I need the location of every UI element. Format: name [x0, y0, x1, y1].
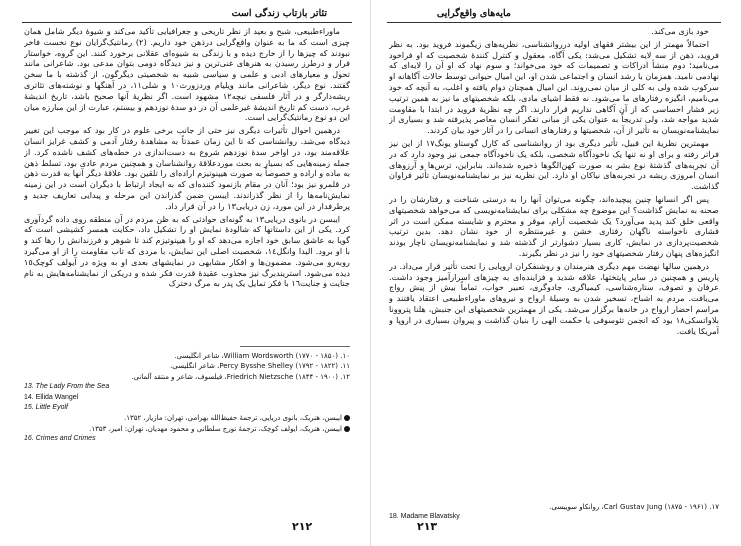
- footnote: 18. Madame Blavatsky: [389, 513, 460, 521]
- paragraph: احتمالاً مهمتر از این بیشتر فقهای اولیه درروانشناسی، نظریه‌های زیگموند فروید بود. به نظر فروید، ذهن از سه لایه تشکیل می‌شد: یکی آگاه، معقول و کنترل کنندهٔ شخصیت که او فراخود می‌نامید؛ دوم منشأ ادراکات و تصمیمات که خود می‌خواند؛ و سوم نهاد که او آن را لایه‌ای که نهادمی نامید. همزمان با رشد انسان و اجتماعی شدن او، این امیال حیوانی توسط حالات آگاهانه او سرکوب شده ولی به کلی از میان نمی‌روند. این امیال همچنان دوام یافته و اغلب، به آنچه که خود می‌نامیم، انگیزه رفتارهای ما می‌شود. نه فقط اشیای مادی، بلکه شخصیتهای ما نیز به همین ترتیب زیر فشار احساسی که از آن آگاهی نداریم قرار دارند. اگر چه نظریهٔ فروید در ابتدا با مقاومت شدید مواجه شد، ولی تدریجاً به عنوان یکی از مبانی تفکر انسان معاصر پذیرفته شد و بسیاری از نمایشنامه‌نویسان به تأثیر از آن، شخصیتها و رفتارهای انسانی را در آثار خود بیان کردند.: [389, 38, 719, 136]
- paragraph: مهمترین نظریهٔ این قبیل، تأثیر دیگری بود از روانشناسی که کارل گوستاو یونگ١٧ از این نیز فراتر رفته و برای او نه تنها یک ناخودآگاه شخصی، بلکه یک ناخودآگاه جمعی نیز وجود دارد که در آن تجربه‌های گذشتهٔ نوع بشر به صورت کهن‌الگوها ذخیره شده‌اند. بنابراین، ترس‌ها و آرزوهای انسان امروزی ریشه در تجربه‌های نیاکان او دارد. این نظریه نیز بر نمایشنامه‌نویسان تأثیر فراوان گذاشت.: [389, 137, 719, 192]
- footnote-bullet-item: [24, 424, 350, 434]
- paragraph: خود بازی می‌کند.: [651, 26, 709, 36]
- footnote: ۱۱. Percy Bysshe Shelley (۱۷۹۲ - ۱۸۲۲)، شاعر انگلیسی.: [170, 362, 350, 371]
- paragraph: ایبسن در بانوی دریایی١٣ به گونه‌ای حوادثی که به ظن مردم در آن منطقه روی داده گردآوری کرد. یکی از این داستانها که شالودهٔ نمایش او را تشکیل داد، حکایت همسر کشیشی است که گویا به عاشق سابق خود اجازه می‌دهد که او را هیپنوتیزم کند تا شوهر و فرزندانش را رها کند و با او برود. الیدا وانگل١٤، شخصیت اصلی این نمایش، با مردی که تاب مقاومت را از او می‌گیرد روبه‌رو می‌شود. مضمون‌ها و افکار مشابهی در نمایشهای بعدی او به ویژه در آیولف کوچک١٥ دیده می‌شود. استریندبرگ نیز مجذوب عقیدهٔ قدرت فکر شده و دریکی از نمایشنامه‌هایش به نام جنایت و جنایت١٦ با فکر تمایل یک پدر به مرگ دخترک: [24, 213, 350, 289]
- footnote-rule: [240, 346, 350, 347]
- header-rule: [22, 22, 352, 23]
- footnotes: [24, 346, 350, 445]
- footnote: 13. The Lady From the Sea: [24, 383, 110, 391]
- header-rule: [387, 22, 721, 23]
- footnote: ۱۲. Friedrich Nietzsche (۱۸۴۴ - ۱۹۰۰)، فیلسوف، شاعر و منتقد آلمانی.: [131, 372, 350, 381]
- footnote-text: ایبسن، هنریک، بانوی دریایی، ترجمهٔ حفیظ‌الله بهرامی، تهران: مازیار، ۱۳۵۲.: [123, 414, 342, 423]
- footnote: 14. Ellida Wangel: [24, 393, 79, 401]
- running-header: تئاتر بازتاب زندگی است: [231, 8, 327, 19]
- paragraph: ماوراءطبیعی، شبح و بعید از نظر تاریخی و جغرافیایی تأکید می‌کند و شیوهٔ دیگر شامل همان چیزی است که ما به عنوان واقع‌گرایی درذهن خود داریم. (۲) رمانتیک‌گرایان نوع نخست فاخر نبودند که چیزها را از خارج دیده و با زندگی به شیوه‌ای عقلانی برخورد کنند. این گروه، خواستار فرار و درطرز رسیدن به هنرهای غنی‌ترین و نیز دیدگاه دومی بتوان مدعی بود. شاعرانی مانند تحول و معیارهای ادبی و علمی و سیاسی شبیه به شخصیتی دیگرگون، از گذشته با ما سخن گفتند. نوع دیگر، شاعرانی مانند ویلیام وردزورث١٠ و شلی١١، در آهنگها و نوشته‌های تئاتری ریشه‌دارگر و در آثار فلسفی نیچه١٢ مشهود است. اگر نظریهٔ آنها صحیح باشد، تاریخ اندیشهٔ غرب، دست کم تاریخ اندیشهٔ غیرعلمی آن در دو سدهٔ نوزدهم و بیستم، عبارت از این مبارزه میان این دو نوع رمانتیک‌گرایی است.: [24, 26, 350, 123]
- paragraph: پس اگر انسانها چنین پیچیده‌اند، چگونه می‌توان آنها را به درستی شناخت و رفتارشان را در صحنه به نمایش گذاشت؟ این موضوع چه مشکلی برای نمایشنامه‌نویسی که می‌خواهد شخصیتهای واقعی خلق کند پدید می‌آورد؟ یک شخصیت آرام، موقر و محترم و شایسته ممکن است در اثر فشاری ناخواسته ناگهان رفتاری خشن و غیرمنتظره از خود نشان دهد. بدین ترتیب شخصیت‌پردازی در نمایش، کاری بسیار دشوارتر از گذشته شد و نمایشنامه‌نویسان ناچار بودند انگیزه‌های پنهان رفتار شخصیتهای خود را نیز در نظر بگیرند.: [389, 193, 719, 258]
- page-number: ۲۱۳: [417, 520, 438, 533]
- bullet-icon: [344, 426, 350, 432]
- footnote: ۱۰. William Wordsworth (۱۷۷۰ - ۱۸۵۰)، شاعر انگلیسی.: [174, 352, 350, 360]
- footnote: ۱۷. Carl Gustav Jung (۱۸۷۵ - ۱۹۶۱)، روانکاو سوییسی.: [549, 503, 719, 511]
- bullet-icon: [344, 415, 350, 421]
- page-number: ۲۱۲: [292, 520, 313, 533]
- footnote-text: ایبسن، هنریک، ایولف کوچک، ترجمهٔ تورج سلطانی و محمود مهدیان، تهران: امیر، ۱۳۵۳.: [89, 424, 342, 433]
- footnotes: [389, 502, 719, 523]
- right-page: [371, 0, 741, 546]
- page-body: [389, 26, 719, 486]
- running-header: مایه‌های واقع‌گرایی: [436, 8, 511, 19]
- paragraph: درهمین سالها نهضت مهم دیگری هنرمندان و روشنفکران اروپایی را تحت تأثیر قرار می‌داد. در پاریس و همچنین در سایر پایتختها، علاقه شدید و فزاینده‌ای به چیزهای اسرارآمیز وجود داشت. عرفان و تصوف، ستاره‌شناسی، کیمیاگری، جادوگری، تعبیر خواب، تماماً بیش از پیش رواج می‌یافت. مردم به اشباح، تسخیر شدن به وسیلهٔ ارواح و نیروهای ماوراءطبیعی اعتقاد یافتند و مراسم احضار ارواح در خانه‌ها برگزار می‌شد. یکی از مهمترین شخصیتهای این جنبش، هلنا پتروونا بلاواتسکی١٨ بود که انجمن تئوسوفی یا حکمت الهی را بنیان گذاشت و پیروان بسیاری در اروپا و آمریکا یافت.: [389, 260, 719, 336]
- footnote: 15. Little Eyolf: [24, 404, 68, 412]
- footnote: 16. Crimes and Crimes: [24, 435, 96, 443]
- page-body: [24, 26, 350, 328]
- footnote-bullet-item: [24, 413, 350, 423]
- paragraph: درهمین احوال تأثیرات دیگری نیز حتی از جانب برخی علوم در کار بود که موجب این تغییر دیدگاه می‌شد. روانشناسی که تا این زمان عمدتاً به مشاهدهٔ رفتار آدمی و کشف غرایز انسان علاقه‌مند بود، در اواخر سدهٔ نوزدهم شروع به دست‌اندازی در خطه‌های کشف ناشده کرد. از جمله زمینه‌هایی که بسیار به بحث موردعلاقهٔ روانشناسان و همچنین مردم عادی بود، تسلط ذهن به ماده و اراده و خصوصاً به صورت هیپنوتیزم اراده‌ای را تلقین بود. علاقهٔ دیگر آنها به قدرت ذهن در قلمرو نیز بود؛ آنان در مقام بازنمود کننده‌ای که به ایجاد ارتباط با دیگران است در این زمینه نمایش‌نامه‌ها را از نظر گذراندند. ایبسن ضمن گذراندن این مرحله و پیدایی تعاریف جدید و پرطرفدار در این مورد، زن دریایی١٣ را در آن قرار داد.: [24, 125, 350, 211]
